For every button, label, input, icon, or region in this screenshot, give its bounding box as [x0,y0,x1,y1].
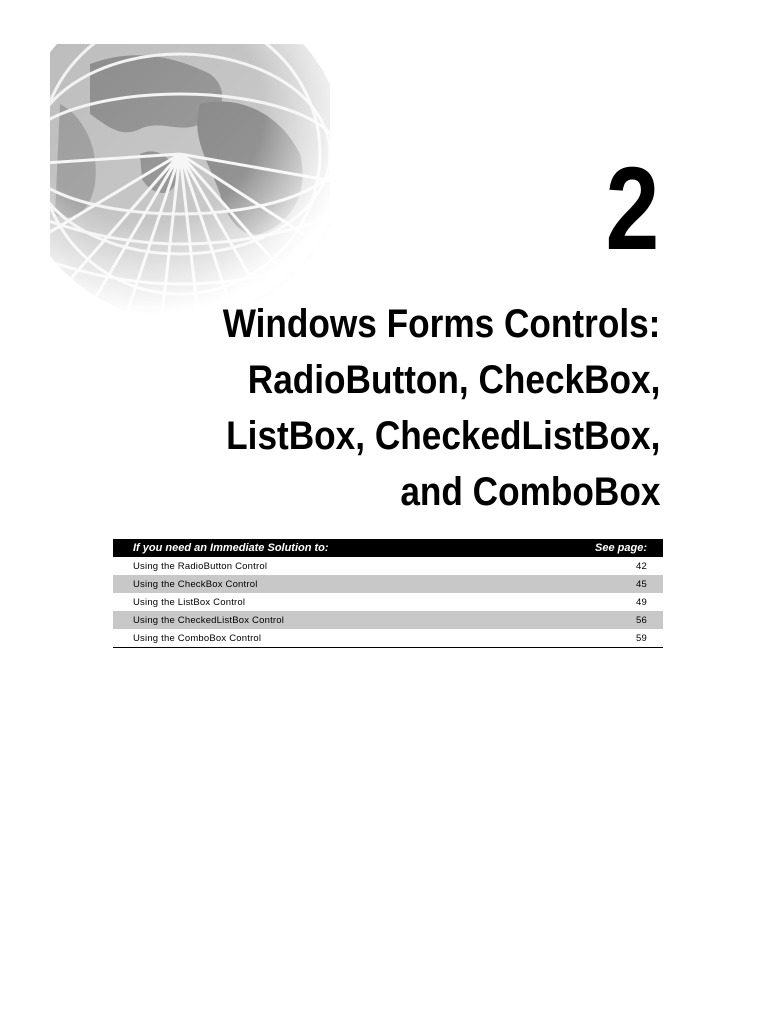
task-cell: Using the ComboBox Control [133,632,262,644]
table-row [113,593,663,611]
page-column-header: See page: [512,539,663,557]
page-cell: 56 [512,611,663,629]
task-cell: Using the RadioButton Control [133,560,268,572]
page-cell: 49 [636,596,647,608]
table-row [113,575,663,593]
chapter-title-line: RadioButton, CheckBox, [247,358,661,402]
table-row [113,629,663,648]
task-cell: Using the ListBox Control [133,596,246,608]
table-row [113,611,663,629]
chapter-title-line: Windows Forms Controls: [222,302,660,346]
page-cell: 59 [636,632,647,644]
table-header-row [113,539,663,557]
task-column-header: If you need an Immediate Solution to: [113,539,512,557]
chapter-title-line: and ComboBox [399,470,660,514]
page-cell: 42 [636,560,647,572]
chapter-title [222,296,660,520]
task-cell: Using the CheckedListBox Control [113,611,512,629]
chapter-number: 2 [605,143,658,275]
table-row [113,557,663,575]
page-cell: 45 [512,575,663,593]
chapter-title-line: ListBox, CheckedListBox, [225,414,660,458]
globe-icon [50,44,330,314]
immediate-solutions-table [113,539,663,648]
task-cell: Using the CheckBox Control [113,575,512,593]
